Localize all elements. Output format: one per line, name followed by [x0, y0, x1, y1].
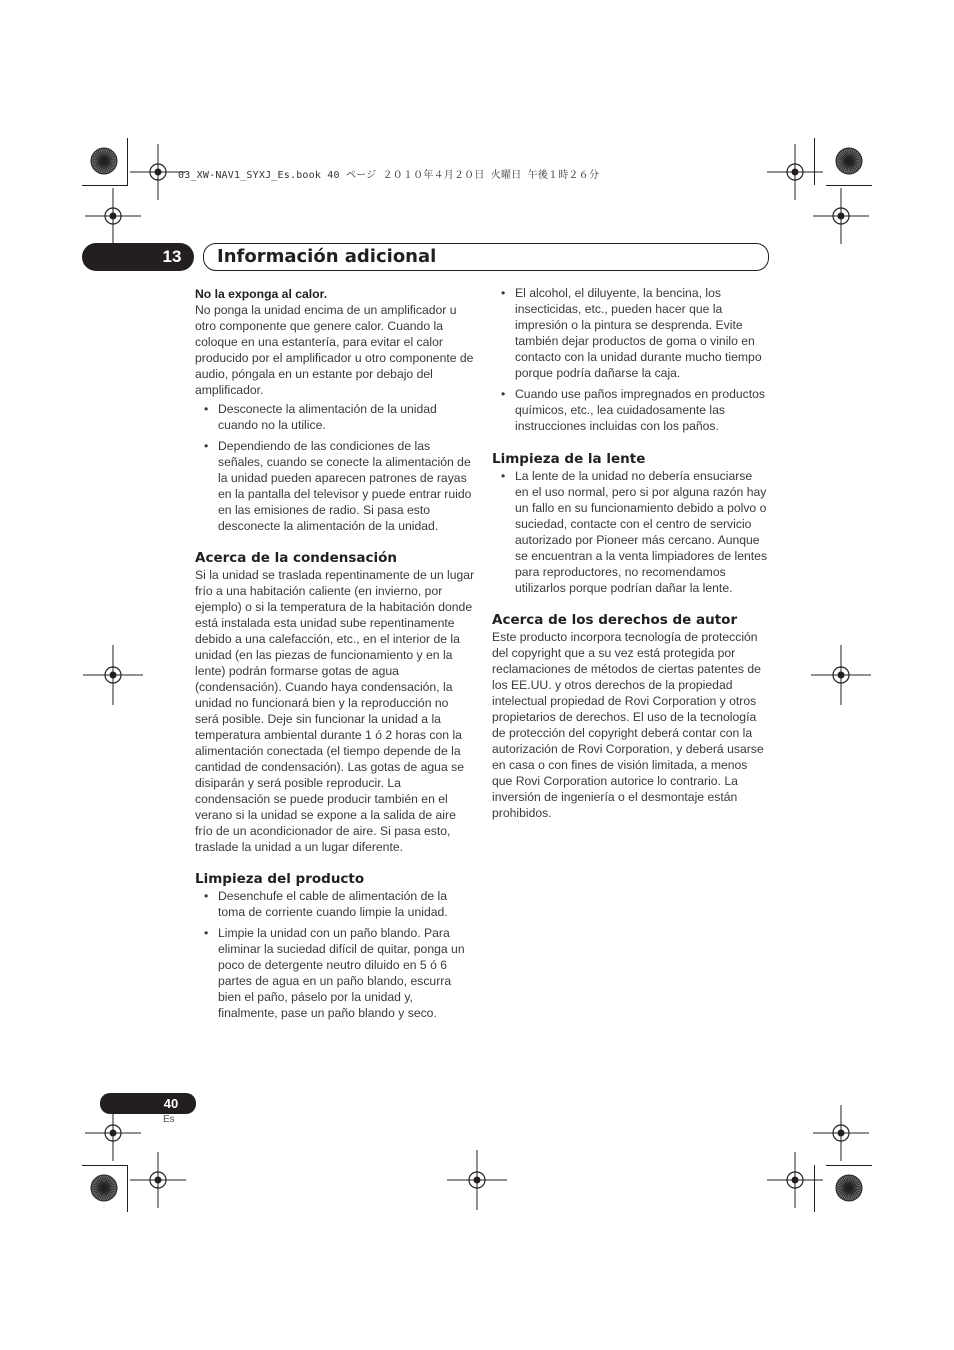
crop-line: [82, 185, 128, 186]
condensation-heading: Acerca de la condensación: [195, 550, 398, 566]
cleaning-section: [195, 870, 475, 1021]
lens-bullet-list: [492, 468, 768, 596]
registration-target-icon: [447, 1150, 507, 1210]
cleaning-heading: Limpieza del producto: [195, 871, 365, 887]
color-registration-starburst-icon: [89, 1173, 119, 1203]
list-item: • La lente de la unidad no debería ensuciarse en el uso normal, pero si por alguna razón hay un fallo en su funcionamiento debido a polvo o suciedad, contacte con el centro de servicio autorizado por Pioneer más cercano. Aunque se encuentran a la venta limpiadores de lentes para reproductores, no recomendamos utilizarlos porque podrían dañar la lente.: [492, 468, 768, 596]
crop-line: [127, 1165, 128, 1212]
copyright-body: Este producto incorpora tecnología de protección del copyright que a su vez está protegida por reclamaciones de métodos de ciertas patentes de los EE.UU. y otros derechos de la propiedad intelectual propiedad de Rovi Corporation y otros propietarios de derechos. El uso de la tecnología de protección del copyright deberá contar con la autorización de Rovi Corporation, y deberá usarse en casa o con fines de visión limitada, a menos que Rovi Corporation autorice lo contrario. La inversión de ingeniería o el desmontaje están prohibidos.: [492, 630, 764, 820]
heat-bullet-list: [195, 401, 475, 534]
heat-section: [195, 286, 475, 534]
registration-target-icon: [813, 1105, 869, 1161]
copyright-heading: Acerca de los derechos de autor: [492, 612, 738, 628]
crop-line: [82, 1165, 128, 1166]
list-item: • Dependiendo de las condiciones de las señales, cuando se conecte la alimentación de la unidad pueden aparecen patrones de rayas en la pantalla del televisor y puede entrar ruido en las emisiones de radio. Si pasa esto desconecte la alimentación de la unidad.: [195, 438, 475, 534]
heat-body: No ponga la unidad encima de un amplificador u otro componente que genere calor. Cuando la coloque en una estantería, para evitar el calor producido por el amplificador u otro componente de audio, póngala en un estante por debajo del amplificador.: [195, 303, 474, 397]
right-column: [492, 285, 768, 821]
list-item: • Desconecte la alimentación de la unidad cuando no la utilice.: [195, 401, 475, 433]
list-item: • Desenchufe el cable de alimentación de la toma de corriente cuando limpie la unidad.: [195, 888, 475, 920]
chapter-title: Información adicional: [217, 246, 437, 267]
crop-line: [826, 185, 872, 186]
page-language: Es: [163, 1114, 175, 1125]
lens-heading: Limpieza de la lente: [492, 451, 646, 467]
registration-target-icon: [83, 645, 143, 705]
registration-target-icon: [813, 188, 869, 244]
list-item: • Cuando use paños impregnados en productos químicos, etc., lea cuidadosamente las instrucciones incluidas con los paños.: [492, 386, 768, 434]
registration-target-icon: [85, 188, 141, 244]
cleaning-continued-list: [492, 285, 768, 434]
color-registration-starburst-icon: [834, 1173, 864, 1203]
registration-target-icon: [811, 645, 871, 705]
crop-line: [826, 1165, 872, 1166]
heat-title: No la exponga al calor.: [195, 287, 328, 301]
lens-section: [492, 450, 768, 596]
color-registration-starburst-icon: [834, 146, 864, 176]
chapter-number: 13: [162, 247, 182, 266]
cleaning-bullet-list: [195, 888, 475, 1021]
condensation-body: Si la unidad se traslada repentinamente de un lugar frío a una habitación caliente (en invierno, por ejemplo) o si la temperatura de la habitación donde está instalada esta unidad sube repentinamente debido a una calefacción, etc., en el interior de la unidad (en las piezas de funcionamiento y en la lente) podrán formarse gotas de agua (condensación). Cuando haya condensación, la unidad no funcionará bien y la reproducción no será posible. Deje sin funcionar la unidad a la temperatura ambiental durante 1 ó 2 horas con la alimentación conectada (el tiempo depende de la cantidad de condensación). Las gotas de agua se disiparán y será posible reproducir. La condensación se puede producir también en el verano si la unidad se expone a la salida de aire frío de un acondicionador de aire. Si pasa esto, traslade la unidad a un lugar diferente.: [195, 568, 475, 854]
crop-line: [127, 138, 128, 185]
copyright-section: [492, 611, 768, 821]
list-item: • El alcohol, el diluyente, la bencina, los insecticidas, etc., pueden hacer que la impresión o la pintura se desprenda. Evite también dejar productos de goma o vinilo en contacto con la unidad durante mucho tiempo porque podría dañarse la caja.: [492, 285, 768, 381]
page-number: 40: [163, 1096, 179, 1111]
print-job-header: 03_XW-NAV1_SYXJ_Es.book 40 ページ ２０１０年４月２０日 火曜日 午後１時２６分: [178, 170, 600, 181]
left-column: [195, 286, 475, 1021]
list-item: • Limpie la unidad con un paño blando. Para eliminar la suciedad difícil de quitar, ponga un poco de detergente neutro diluido en 5 ó 6 partes de agua en un paño blando, escurra bien el paño, páselo por la unidad y, finalmente, pase un paño blando y seco.: [195, 925, 475, 1021]
color-registration-starburst-icon: [89, 146, 119, 176]
condensation-section: [195, 549, 475, 855]
